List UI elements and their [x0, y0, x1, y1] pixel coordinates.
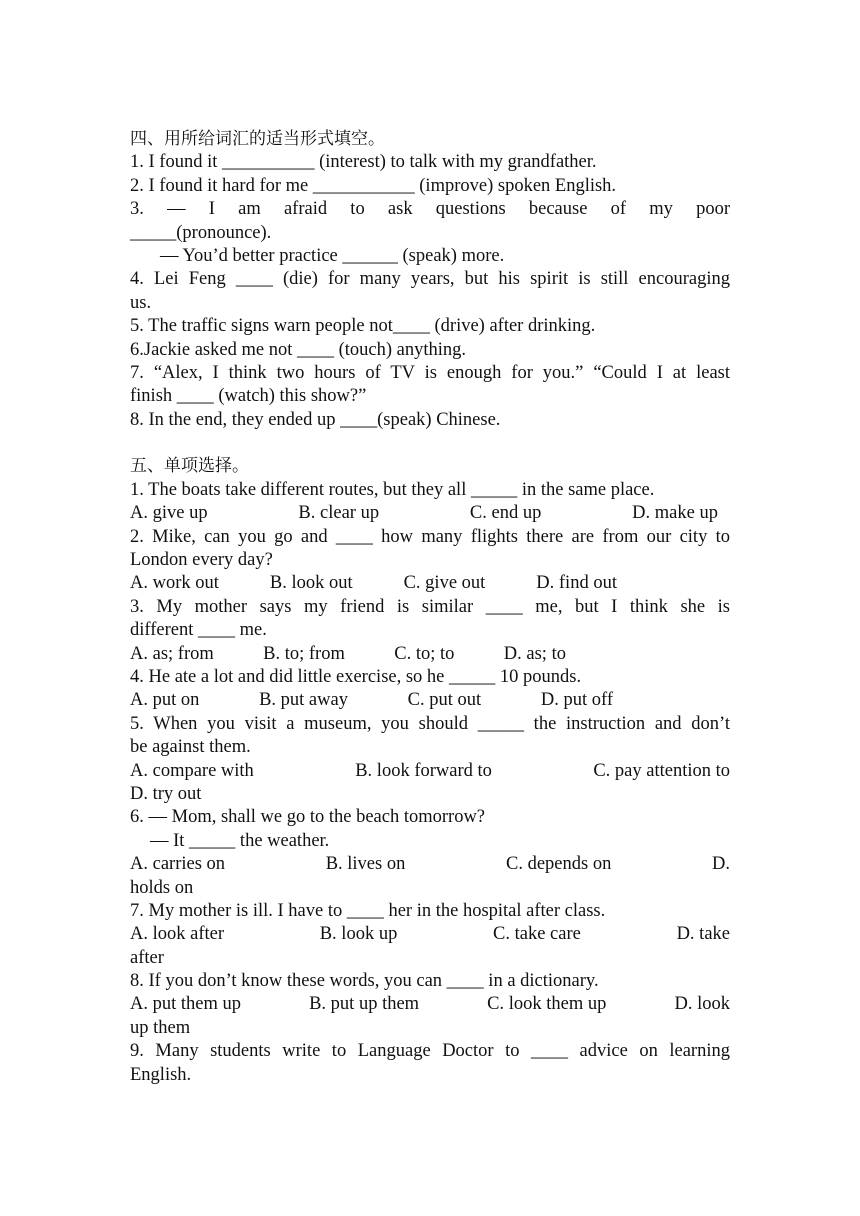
q1-option-d: D. make up	[632, 503, 718, 524]
q2-options	[130, 572, 730, 595]
s4-line-10: 7. “Alex, I think two hours of TV is enough for you.” “Could I at least	[130, 362, 730, 383]
worksheet-page	[130, 128, 730, 1087]
q3-option-b: B. to; from	[263, 643, 345, 664]
q8-option-d: D. look	[674, 994, 730, 1015]
s4-line-12: 8. In the end, they ended up ____(speak) Chinese.	[130, 409, 501, 430]
q6-option-c: C. depends on	[506, 854, 612, 875]
q1-options	[130, 502, 730, 525]
q5-options	[130, 760, 730, 783]
s4-line-7: us.	[130, 292, 152, 313]
q8-option-a: A. put them up	[130, 994, 241, 1015]
s4-line-9: 6.Jackie asked me not ____ (touch) anything.	[130, 339, 466, 360]
q6-options	[130, 853, 730, 876]
q2-option-a: A. work out	[130, 573, 219, 594]
q5-option-d: D. try out	[130, 783, 202, 804]
q4-option-c: C. put out	[407, 690, 482, 711]
q7-option-d: D. take	[676, 924, 730, 945]
q1-stem: 1. The boats take different routes, but they all _____ in the same place.	[130, 479, 655, 500]
s4-line-8: 5. The traffic signs warn people not____ (drive) after drinking.	[130, 316, 596, 337]
q2-option-d: D. find out	[536, 573, 617, 594]
q3-options	[130, 643, 730, 666]
q4-option-d: D. put off	[540, 690, 613, 711]
s4-line-3: 3. — I am afraid to ask questions because of my poor	[130, 199, 730, 220]
s4-line-6: 4. Lei Feng ____ (die) for many years, but his spirit is still encouraging	[130, 269, 730, 290]
q4-stem: 4. He ate a lot and did little exercise, so he _____ 10 pounds.	[130, 666, 582, 687]
section-gap	[130, 432, 730, 455]
q7-option-d-cont: after	[130, 947, 164, 968]
q8-option-b: B. put up them	[309, 994, 420, 1015]
q3-option-a: A. as; from	[130, 643, 214, 664]
q3-stem: 3. My mother says my friend is similar ____ me, but I think she is	[130, 596, 730, 617]
q8-options	[130, 993, 730, 1016]
section4-heading: 四、用所给词汇的适当形式填空。	[130, 129, 385, 149]
q5-option-a: A. compare with	[130, 760, 254, 781]
q7-option-a: A. look after	[130, 924, 225, 945]
q9-stem-cont: English.	[130, 1064, 192, 1085]
s4-line-1: 1. I found it __________ (interest) to talk with my grandfather.	[130, 152, 597, 173]
q2-stem: 2. Mike, can you go and ____ how many flights there are from our city to	[130, 526, 730, 547]
q1-option-c: C. end up	[469, 503, 542, 524]
q2-stem-cont: London every day?	[130, 550, 273, 571]
q5-option-b: B. look forward to	[355, 760, 492, 781]
s4-line-11: finish ____ (watch) this show?”	[130, 386, 367, 407]
q7-option-b: B. look up	[319, 924, 398, 945]
q1-option-b: B. clear up	[298, 503, 380, 524]
q8-stem: 8. If you don’t know these words, you can ____ in a dictionary.	[130, 971, 599, 992]
q2-option-b: B. look out	[269, 573, 353, 594]
q3-option-d: D. as; to	[503, 643, 566, 664]
q5-stem: 5. When you visit a museum, you should _____ the instruction and don’t	[130, 713, 730, 734]
q5-option-c: C. pay attention to	[593, 760, 730, 781]
s4-line-4: _____(pronounce).	[130, 222, 272, 243]
q6-option-d-cont: holds on	[130, 877, 194, 898]
q6-option-d: D.	[712, 854, 730, 875]
q5-stem-cont: be against them.	[130, 737, 251, 758]
q3-option-c: C. to; to	[394, 643, 455, 664]
q7-option-c: C. take care	[493, 924, 581, 945]
q1-option-a: A. give up	[130, 503, 208, 524]
q7-options	[130, 923, 730, 946]
q9-stem: 9. Many students write to Language Doctor to ____ advice on learning	[130, 1041, 730, 1062]
q3-stem-cont: different ____ me.	[130, 620, 267, 641]
section5-heading: 五、单项选择。	[130, 456, 249, 477]
q6-option-b: B. lives on	[325, 854, 406, 875]
q2-option-c: C. give out	[403, 573, 486, 594]
q8-option-c: C. look them up	[487, 994, 607, 1015]
q4-option-b: B. put away	[259, 690, 348, 711]
q8-option-d-cont: up them	[130, 1017, 191, 1038]
q6-stem-cont: — It _____ the weather.	[150, 830, 330, 851]
q6-stem: 6. — Mom, shall we go to the beach tomorrow?	[130, 807, 486, 828]
q4-option-a: A. put on	[130, 690, 200, 711]
q4-options	[130, 689, 730, 712]
q6-option-a: A. carries on	[130, 854, 226, 875]
s4-line-2: 2. I found it hard for me ___________ (improve) spoken English.	[130, 175, 617, 196]
s4-line-5: — You’d better practice ______ (speak) more.	[160, 245, 505, 266]
q7-stem: 7. My mother is ill. I have to ____ her in the hospital after class.	[130, 900, 606, 921]
